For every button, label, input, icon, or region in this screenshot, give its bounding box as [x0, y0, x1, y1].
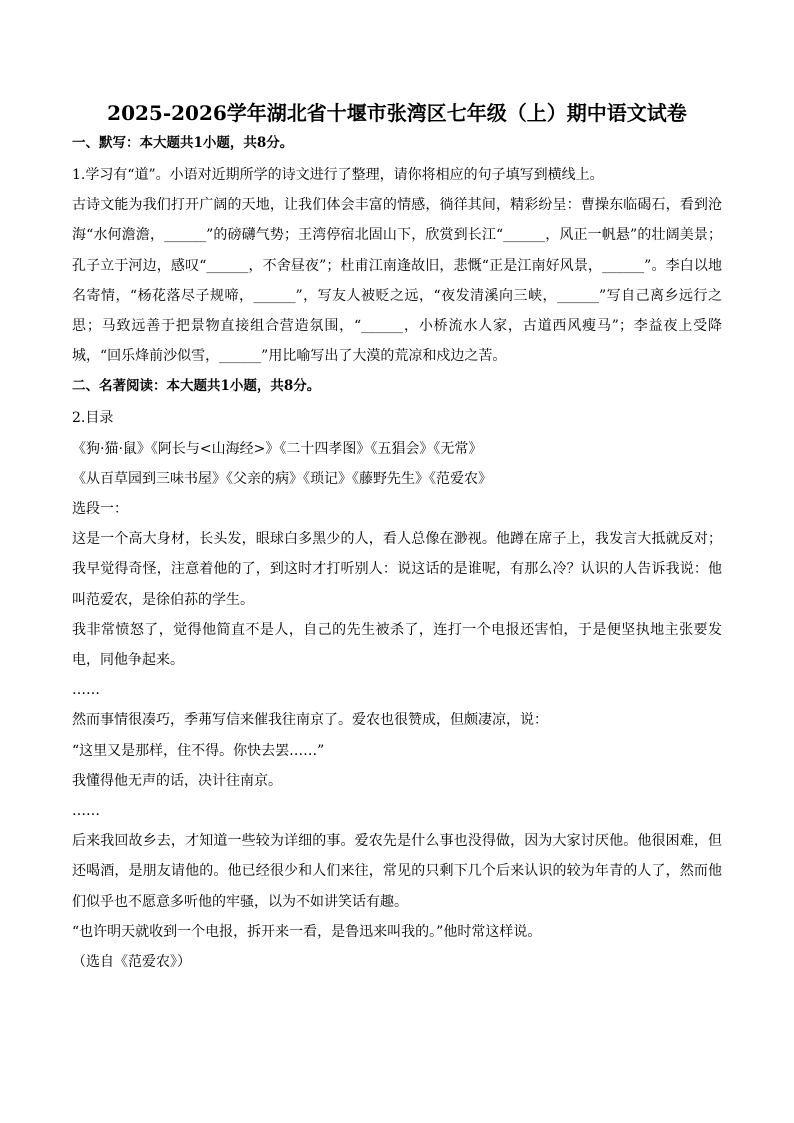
section-1-heading: 一、默写：本大题共1小题，共8分。 — [72, 135, 294, 151]
question-1-passage: 古诗文能为我们打开广阔的天地，让我们体会丰富的情感，徜徉其间，精彩纷呈：曹操东临碣石，看到沧海“水何澹澹，______”的磅礴气势；王湾停宿北固山下，欣赏到长江“______，风正一帆悬”的壮阔美景；孔子立于河边，感叹“______，不舍昼夜”；杜甫江南逢故旧，悲慨“正是江南好风景，______”。李白以地名寄情，“杨花落尽子规啼，______”，写友人被贬之远，“夜发清溪向三峡，______”写自己离乡远行之思；马致远善于把景物直接组合营造氛围，“______，小桥流水人家，古道西风瘦马”；李益夜上受降城，“回乐烽前沙似雪，______”用比喻写出了大漠的荒凉和戍边之苦。 — [72, 197, 722, 365]
excerpt-paragraph-4: “这里又是那样，住不得。你快去罢……” — [72, 742, 325, 759]
exam-page — [72, 98, 722, 977]
toc-line-2: 《从百草园到三味书屋》《父亲的病》《琐记》《藤野先生》《范爱农》 — [72, 470, 492, 487]
document-title: 2025-2026学年湖北省十堰市张湾区七年级（上）期中语文试卷 — [107, 101, 687, 125]
question-1-prompt: 1.学习有“道”。小语对近期所学的诗文进行了整理，请你将相应的句子填写到横线上。 — [72, 167, 604, 183]
excerpt-paragraph-1: 这是一个高大身材，长头发，眼球白多黑少的人，看人总像在渺视。他蹲在席子上，我发言大抵就反对；我早觉得奇怪，注意着他的了，到这时才打听别人：说这话的是谁呢，有那么冷？认识的人告诉我说：他叫范爱农，是徐伯荪的学生。 — [72, 531, 722, 608]
section-2-heading: 二、名著阅读：本大题共1小题，共8分。 — [72, 378, 321, 395]
excerpt-ellipsis-1: …… — [72, 682, 100, 699]
excerpt-ellipsis-2: …… — [72, 803, 100, 820]
excerpt-paragraph-3: 然而事情很凑巧，季茀写信来催我往南京了。爱农也很赞成，但颇凄凉，说： — [72, 712, 548, 729]
question-2-prompt: 2.目录 — [72, 410, 114, 427]
toc-line-1: 《狗·猫·鼠》《阿长与<山海经>》《二十四孝图》《五猖会》《无常》 — [72, 440, 483, 457]
excerpt-paragraph-2: 我非常愤怒了，觉得他简直不是人，自己的先生被杀了，连打一个电报还害怕，于是便坚执地主张要发电，同他争起来。 — [72, 621, 722, 669]
excerpt-source: （选自《范爱农》） — [72, 954, 191, 971]
excerpt-paragraph-6: 后来我回故乡去，才知道一些较为详细的事。爱农先是什么事也没得做，因为大家讨厌他。他很困难，但还喝酒，是朋友请他的。他已经很少和人们来往，常见的只剩下几个后来认识的较为年青的人了，然而他们似乎也不愿意多听他的牢骚，以为不如讲笑话有趣。 — [72, 833, 722, 910]
excerpt-paragraph-7: “也许明天就收到一个电报，拆开来一看，是鲁迅来叫我的。”他时常这样说。 — [72, 923, 542, 940]
excerpt-paragraph-5: 我懂得他无声的话，决计往南京。 — [72, 772, 282, 789]
excerpt-label: 选段一： — [72, 501, 128, 518]
